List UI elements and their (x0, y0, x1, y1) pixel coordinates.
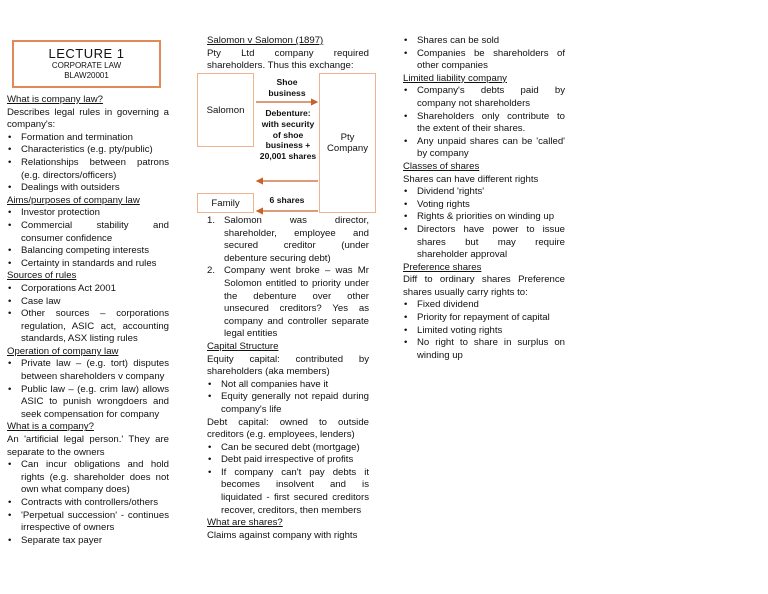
section-heading: Classes of shares (403, 160, 480, 172)
list-item: • Commercial stability and consumer confidence (7, 220, 169, 245)
company-box (319, 73, 376, 213)
column-2 (207, 35, 369, 73)
subject-title: CORPORATE LAW (51, 61, 122, 70)
section-text: Describes legal rules in governing a company's: (7, 106, 169, 131)
title-box (12, 40, 161, 88)
company-label: Pty Company (326, 132, 369, 154)
case-text: Pty Ltd company required shareholders. Thus this exchange: (207, 47, 369, 72)
bullet-list (403, 299, 565, 362)
diagram-arrows (254, 95, 320, 215)
salomon-box: Salomon (197, 73, 254, 147)
bullet-list (7, 358, 169, 421)
lecture-title: LECTURE 1 (48, 46, 125, 61)
bullet-list (7, 132, 169, 195)
column-1 (7, 94, 169, 547)
list-item: • Relationships between patrons (e.g. directors/officers) (7, 157, 169, 182)
section-heading: Capital Structure (207, 340, 279, 352)
list-item: • Balancing competing interests (7, 245, 169, 258)
list-item: • Other sources – corporations regulation, ASIC act, accounting standards, ASX listing rules (7, 308, 169, 346)
list-item: • Certainty in standards and rules (7, 258, 169, 271)
list-item: • Any unpaid shares can be 'called' by company (403, 136, 565, 161)
list-item: • If company can't pay debts it becomes insolvent and is liquidated - first secured creditors recover, creditors, then members (207, 467, 369, 517)
course-code: BLAW20001 (64, 71, 109, 80)
section-heading: Limited liability company (403, 72, 507, 84)
section-heading: What is a company? (7, 421, 94, 433)
list-item: Salomon was director, shareholder, employee and secured creditor (under debenture securing debt) (224, 215, 369, 264)
list-item: • Not all companies have it (207, 379, 369, 392)
bullet-list (207, 442, 369, 518)
section-text: Shares can have different rights (403, 173, 539, 185)
section-text: Debt capital: owned to outside creditors (e.g. employees, lenders) (207, 416, 369, 441)
shoe-business-label: Shoe business (268, 77, 306, 98)
list-item: • Rights & priorities on winding up (403, 211, 565, 224)
list-item: • Private law – (e.g. tort) disputes between shareholders v company (7, 358, 169, 383)
list-item: • Priority for repayment of capital (403, 312, 565, 325)
debenture-label: Debenture: with security of shoe business + 20,001 shares (259, 108, 317, 162)
bullet-list (7, 459, 169, 547)
list-item: • 'Perpetual succession' - continues irrespective of owners (7, 510, 169, 535)
list-item: • Corporations Act 2001 (7, 283, 169, 296)
list-item: • Public law – (e.g. crim law) allows ASIC to punish wrongdoers and seek compensation for company (7, 384, 169, 422)
list-item: • Limited voting rights (403, 325, 565, 338)
list-item: • No right to share in surplus on winding up (403, 337, 565, 362)
section-heading: Operation of company law (7, 345, 119, 357)
family-box: Family (197, 193, 254, 213)
section-text: An 'artificial legal person.' They are separate to the owners (7, 434, 169, 458)
section-text: Equity capital: contributed by shareholders (aka members) (207, 353, 369, 378)
list-item: • Fixed dividend (403, 299, 565, 312)
list-item: • Debt paid irrespective of profits (207, 454, 369, 467)
list-item: Company went broke – was Mr Solomon entitled to priority under the debenture over other unsecured creditors? Yes as company and controller separate legal entities (224, 265, 369, 340)
list-item: • Dealings with outsiders (7, 182, 169, 195)
list-item: • Shareholders only contribute to the extent of their shares. (403, 111, 565, 136)
list-item: • Contracts with controllers/others (7, 497, 169, 510)
bullet-list (403, 35, 565, 73)
numbered-list (207, 215, 369, 341)
list-item: • Can be secured debt (mortgage) (207, 442, 369, 455)
list-item: • Dividend 'rights' (403, 186, 565, 199)
list-item: • Separate tax payer (7, 535, 169, 548)
list-item: • Characteristics (e.g. pty/public) (7, 144, 169, 157)
list-item: • Companies be shareholders of other companies (403, 48, 565, 73)
column-3 (403, 35, 565, 362)
bullet-list (7, 207, 169, 270)
list-item: • Can incur obligations and hold rights (e.g. shareholder does not own what company does) (7, 459, 169, 497)
bullet-list (207, 379, 369, 417)
case-heading: Salomon v Salomon (1897) (207, 35, 324, 46)
list-item: • Investor protection (7, 207, 169, 220)
section-heading: Sources of rules (7, 270, 77, 282)
list-item: • Voting rights (403, 199, 565, 212)
bullet-list (403, 85, 565, 161)
section-heading: What is company law? (7, 94, 103, 105)
section-text: Claims against company with rights (207, 529, 358, 541)
column-2-lower (207, 215, 369, 542)
list-item: • Equity generally not repaid during company's life (207, 391, 369, 416)
section-heading: Aims/purposes of company law (7, 194, 140, 206)
section-heading: Preference shares (403, 261, 482, 273)
list-item: • Shares can be sold (403, 35, 565, 48)
bullet-list (403, 186, 565, 262)
list-item: • Formation and termination (7, 132, 169, 145)
bullet-list (7, 283, 169, 346)
list-item: • Directors have power to issue shares but may require shareholder approval (403, 224, 565, 262)
section-heading: What are shares? (207, 517, 283, 529)
six-shares-label: 6 shares (269, 195, 305, 205)
list-item: • Company's debts paid by company not shareholders (403, 85, 565, 110)
list-item: • Case law (7, 296, 169, 309)
section-text: Diff to ordinary shares Preference shares usually carry rights to: (403, 274, 565, 298)
